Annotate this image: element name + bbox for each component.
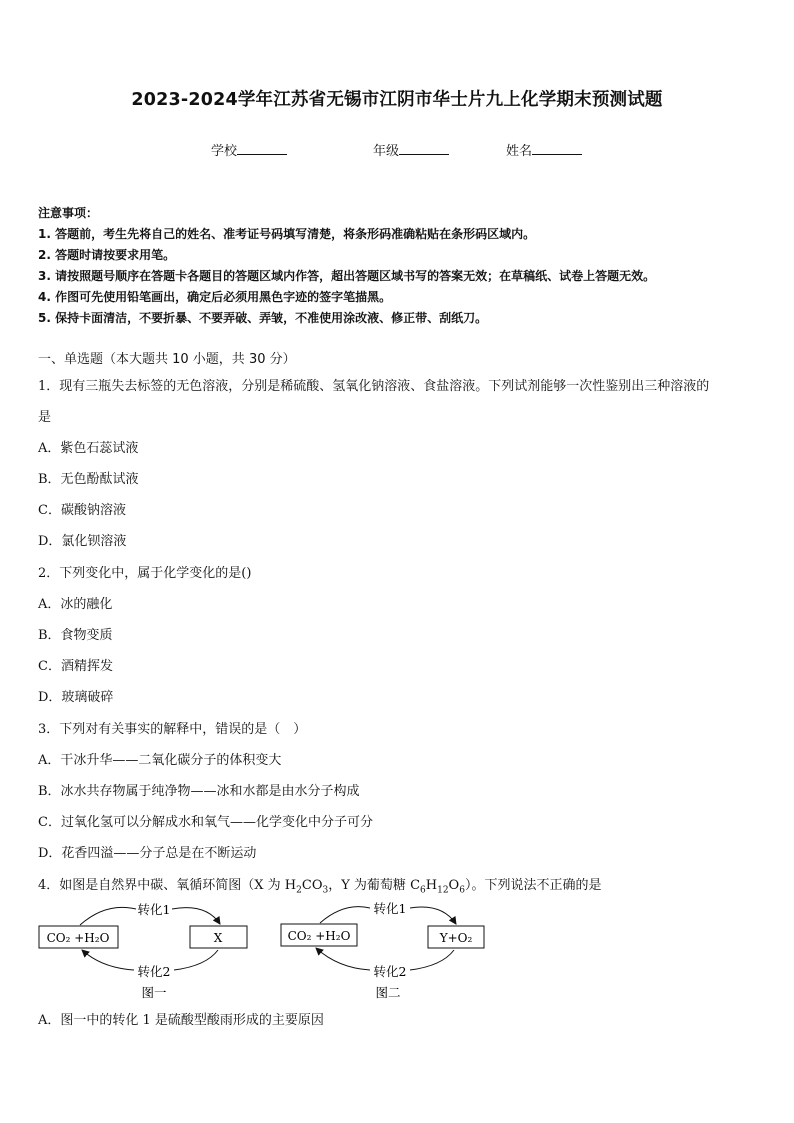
name-field[interactable] bbox=[506, 140, 582, 159]
figure-1-caption: 图一 bbox=[141, 985, 167, 1000]
section-title: 一、单选题（本大题共 10 小题，共 30 分） bbox=[38, 352, 296, 367]
figure-1-bottom-arrow bbox=[82, 950, 134, 970]
question-1-stem-cont: 是 bbox=[38, 410, 52, 425]
school-label: 学校 bbox=[211, 144, 238, 159]
figure-1-diagram bbox=[36, 898, 256, 1002]
question-2-option-b[interactable]: B．食物变质 bbox=[38, 628, 113, 643]
grade-field[interactable] bbox=[373, 140, 449, 159]
question-1-stem: 1．现有三瓶失去标签的无色溶液，分别是稀硫酸、氢氧化钠溶液、食盐溶液。下列试剂能够一次性鉴别出三种溶液的 bbox=[38, 379, 710, 394]
figure-2-left-label: CO₂ +H₂O bbox=[287, 929, 351, 943]
notice-item: 2. 答题时请按要求用笔。 bbox=[38, 248, 176, 262]
notice-heading: 注意事项： bbox=[38, 206, 99, 220]
question-1-option-d[interactable]: D．氯化钡溶液 bbox=[38, 534, 127, 549]
figure-2-right-label: Y+O₂ bbox=[439, 931, 473, 945]
question-4-stem: 4．如图是自然界中碳、氧循环简图（X 为 $H_2CO_3$，Y 为葡萄糖 $C_6H_{12}O_6$）。下列说法不正确的是 bbox=[38, 878, 602, 896]
question-2-option-c[interactable]: C．酒精挥发 bbox=[38, 659, 113, 674]
school-field[interactable] bbox=[211, 140, 287, 159]
figure-2-diagram bbox=[278, 898, 498, 1002]
question-1-option-c[interactable]: C．碳酸钠溶液 bbox=[38, 503, 126, 518]
figure-1-top-label: 转化1 bbox=[137, 902, 171, 917]
notice-item: 1. 答题前，考生先将自己的姓名、准考证号码填写清楚，将条形码准确粘贴在条形码区域内。 bbox=[38, 227, 536, 241]
question-2-option-d[interactable]: D．玻璃破碎 bbox=[38, 690, 114, 705]
figure-2-top-arrow bbox=[410, 907, 456, 924]
figure-1-left-label: CO₂ +H₂O bbox=[46, 931, 110, 945]
figure-2-bottom-label: 转化2 bbox=[373, 964, 407, 979]
question-3-option-b[interactable]: B．冰水共存物属于纯净物——冰和水都是由水分子构成 bbox=[38, 784, 360, 799]
figure-1-top-arrow bbox=[172, 908, 220, 924]
question-3-stem: 3．下列对有关事实的解释中，错误的是（ ） bbox=[38, 722, 307, 737]
figure-2-bottom-arrow bbox=[316, 948, 370, 970]
notice-block bbox=[38, 203, 655, 329]
figure-2-top-arc-left bbox=[320, 907, 370, 923]
school-blank[interactable] bbox=[237, 142, 287, 155]
question-2-stem: 2．下列变化中，属于化学变化的是() bbox=[38, 566, 252, 581]
notice-item: 4. 作图可先使用铅笔画出，确定后必须用黑色字迹的签字笔描黑。 bbox=[38, 290, 392, 304]
question-1-option-a[interactable]: A．紫色石蕊试液 bbox=[38, 441, 139, 456]
figure-1-right-label: X bbox=[213, 931, 223, 945]
notice-item: 5. 保持卡面清洁，不要折暴、不要弄破、弄皱，不准使用涂改液、修正带、刮纸刀。 bbox=[38, 311, 488, 325]
figure-1-bottom-label: 转化2 bbox=[137, 964, 171, 979]
figure-2-caption: 图二 bbox=[375, 985, 401, 1000]
question-2-option-a[interactable]: A．冰的融化 bbox=[38, 597, 113, 612]
grade-blank[interactable] bbox=[399, 142, 449, 155]
name-blank[interactable] bbox=[532, 142, 582, 155]
grade-label: 年级 bbox=[373, 144, 400, 159]
figure-1-top-arc-left bbox=[80, 907, 136, 925]
page-title: 2023-2024学年江苏省无锡市江阴市华士片九上化学期末预测试题 bbox=[131, 90, 663, 110]
figure-2-bottom-arc-right bbox=[410, 950, 454, 970]
question-3-option-d[interactable]: D．花香四溢——分子总是在不断运动 bbox=[38, 846, 257, 861]
figure-1-bottom-arc-right bbox=[174, 950, 218, 970]
notice-item: 3. 请按照题号顺序在答题卡各题目的答题区域内作答，超出答题区域书写的答案无效；在草稿纸、试卷上答题无效。 bbox=[38, 269, 656, 283]
question-3-option-a[interactable]: A．干冰升华——二氧化碳分子的体积变大 bbox=[38, 753, 282, 768]
figure-2-top-label: 转化1 bbox=[373, 901, 407, 916]
question-1-option-b[interactable]: B．无色酚酞试液 bbox=[38, 472, 139, 487]
question-3-option-c[interactable]: C．过氧化氢可以分解成水和氧气——化学变化中分子可分 bbox=[38, 815, 373, 830]
question-4-option-a[interactable]: A．图一中的转化 1 是硫酸型酸雨形成的主要原因 bbox=[38, 1013, 324, 1028]
name-label: 姓名 bbox=[506, 144, 533, 159]
